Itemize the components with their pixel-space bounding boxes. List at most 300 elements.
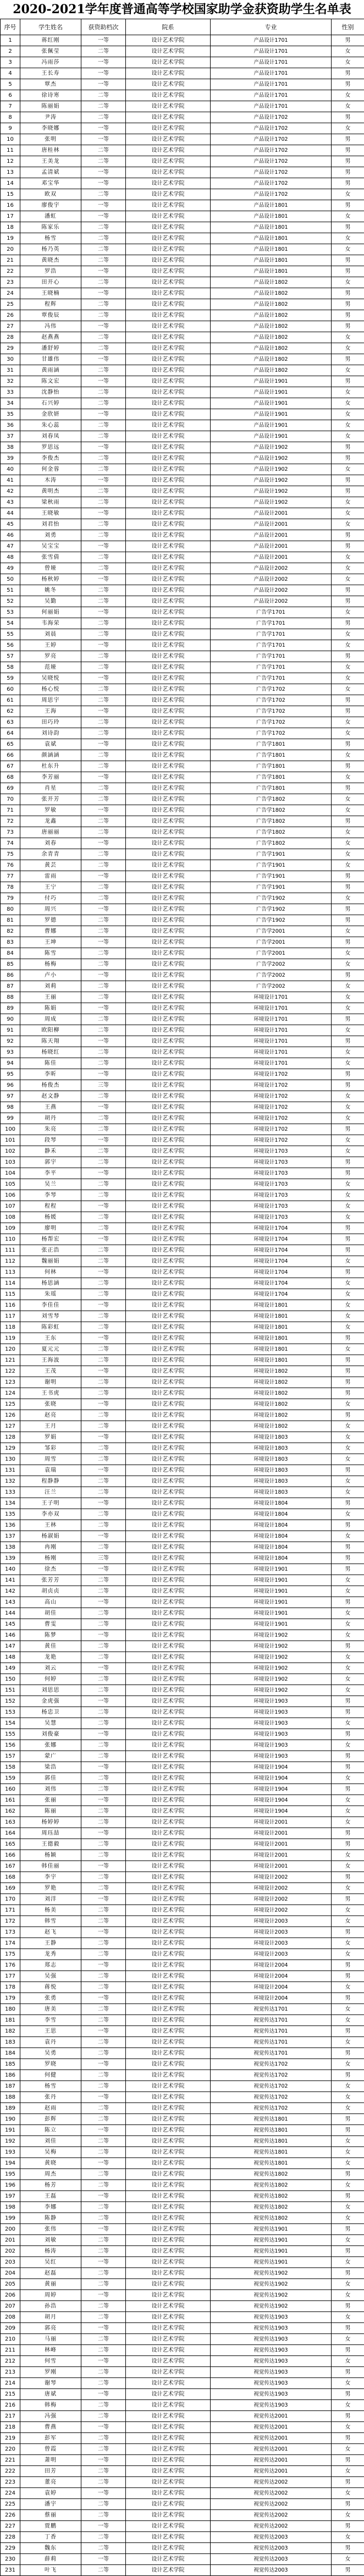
cell-name: 杨帮宏 xyxy=(20,1234,81,1245)
cell-gender: 女 xyxy=(332,2290,364,2301)
cell-gender: 女 xyxy=(332,1905,364,1916)
cell-school: 设计艺术学院 xyxy=(126,1124,211,1135)
cell-grade: 二等 xyxy=(81,2312,126,2323)
cell-name: 朱心蕊 xyxy=(20,420,81,431)
cell-school: 设计艺术学院 xyxy=(126,673,211,684)
cell-major: 广告学1701 xyxy=(211,629,332,640)
cell-school: 设计艺术学院 xyxy=(126,1047,211,1058)
table-row xyxy=(1,1982,364,1993)
cell-gender: 女 xyxy=(332,640,364,651)
cell-gender: 男 xyxy=(332,1168,364,1179)
cell-index: 220 xyxy=(1,2444,20,2455)
cell-name: 李平 xyxy=(20,1168,81,1179)
cell-grade: 一等 xyxy=(81,1630,126,1641)
cell-major: 环境设计1801 xyxy=(211,1311,332,1322)
cell-grade: 二等 xyxy=(81,2565,126,2576)
cell-major: 环境设计2003 xyxy=(211,1949,332,1960)
cell-gender: 女 xyxy=(332,563,364,574)
cell-gender: 女 xyxy=(332,1025,364,1036)
cell-gender: 女 xyxy=(332,552,364,563)
cell-grade: 一等 xyxy=(81,178,126,189)
cell-grade: 二等 xyxy=(81,2213,126,2224)
cell-school: 设计艺术学院 xyxy=(126,1597,211,1608)
cell-major: 产品设计1702 xyxy=(211,156,332,167)
cell-index: 52 xyxy=(1,596,20,607)
cell-gender: 女 xyxy=(332,959,364,970)
cell-school: 设计艺术学院 xyxy=(126,1454,211,1465)
table-row xyxy=(1,816,364,827)
cell-index: 43 xyxy=(1,497,20,508)
cell-major: 产品设计1901 xyxy=(211,409,332,420)
cell-gender: 女 xyxy=(332,1487,364,1498)
cell-major: 环境设计2001 xyxy=(211,1828,332,1839)
cell-grade: 二等 xyxy=(81,849,126,860)
cell-name: 黄丽 xyxy=(20,2279,81,2290)
cell-major: 产品设计1801 xyxy=(211,266,332,277)
cell-major: 视觉传达2003 xyxy=(211,2532,332,2543)
cell-grade: 二等 xyxy=(81,948,126,959)
cell-name: 陈天翔 xyxy=(20,1036,81,1047)
cell-gender: 女 xyxy=(332,2158,364,2169)
cell-gender: 男 xyxy=(332,1234,364,1245)
cell-school: 设计艺术学院 xyxy=(126,1806,211,1817)
table-row xyxy=(1,497,364,508)
cell-major: 产品设计1902 xyxy=(211,442,332,453)
cell-grade: 二等 xyxy=(81,2279,126,2290)
cell-index: 230 xyxy=(1,2554,20,2565)
cell-name: 张娜 xyxy=(20,1740,81,1751)
table-row xyxy=(1,2323,364,2334)
cell-index: 34 xyxy=(1,398,20,409)
cell-index: 186 xyxy=(1,2070,20,2081)
table-row xyxy=(1,739,364,750)
cell-index: 140 xyxy=(1,1564,20,1575)
table-row xyxy=(1,596,364,607)
cell-gender: 男 xyxy=(332,585,364,596)
cell-gender: 男 xyxy=(332,376,364,387)
cell-index: 180 xyxy=(1,2004,20,2015)
cell-gender: 女 xyxy=(332,332,364,343)
cell-gender: 女 xyxy=(332,1883,364,1894)
cell-major: 环境设计1904 xyxy=(211,1806,332,1817)
cell-grade: 二等 xyxy=(81,2103,126,2114)
table-row xyxy=(1,2389,364,2400)
cell-school: 设计艺术学院 xyxy=(126,376,211,387)
cell-gender: 男 xyxy=(332,310,364,321)
cell-school: 设计艺术学院 xyxy=(126,145,211,156)
cell-index: 207 xyxy=(1,2301,20,2312)
cell-name: 曾霞 xyxy=(20,2444,81,2455)
cell-major: 环境设计1704 xyxy=(211,1223,332,1234)
cell-grade: 一等 xyxy=(81,1993,126,2004)
cell-school: 设计艺术学院 xyxy=(126,519,211,530)
cell-school: 设计艺术学院 xyxy=(126,552,211,563)
cell-major: 广告学1902 xyxy=(211,904,332,915)
cell-gender: 男 xyxy=(332,1498,364,1509)
cell-gender: 女 xyxy=(332,2334,364,2345)
cell-index: 86 xyxy=(1,970,20,981)
cell-gender: 男 xyxy=(332,1520,364,1531)
cell-major: 环境设计1902 xyxy=(211,1674,332,1685)
cell-major: 环境设计2001 xyxy=(211,1839,332,1850)
table-row xyxy=(1,299,364,310)
cell-major: 产品设计1901 xyxy=(211,431,332,442)
cell-name: 朱瑶 xyxy=(20,1289,81,1300)
cell-school: 设计艺术学院 xyxy=(126,420,211,431)
cell-index: 212 xyxy=(1,2356,20,2367)
cell-grade: 二等 xyxy=(81,1311,126,1322)
cell-grade: 二等 xyxy=(81,1355,126,1366)
cell-school: 设计艺术学院 xyxy=(126,189,211,200)
cell-name: 张雪倩 xyxy=(20,552,81,563)
cell-gender: 男 xyxy=(332,1707,364,1718)
table-row xyxy=(1,607,364,618)
cell-gender: 男 xyxy=(332,1465,364,1476)
cell-major: 环境设计1804 xyxy=(211,1520,332,1531)
table-row xyxy=(1,827,364,838)
table-row xyxy=(1,1146,364,1157)
cell-grade: 一等 xyxy=(81,1168,126,1179)
cell-gender: 男 xyxy=(332,530,364,541)
cell-gender: 男 xyxy=(332,1751,364,1762)
table-row xyxy=(1,1861,364,1872)
cell-school: 设计艺术学院 xyxy=(126,1564,211,1575)
cell-school: 设计艺术学院 xyxy=(126,1289,211,1300)
cell-gender: 女 xyxy=(332,794,364,805)
cell-gender: 女 xyxy=(332,772,364,783)
cell-gender: 男 xyxy=(332,354,364,365)
cell-grade: 一等 xyxy=(81,838,126,849)
cell-grade: 一等 xyxy=(81,2158,126,2169)
cell-grade: 一等 xyxy=(81,1036,126,1047)
cell-school: 设计艺术学院 xyxy=(126,2444,211,2455)
cell-name: 张勇 xyxy=(20,1993,81,2004)
cell-school: 设计艺术学院 xyxy=(126,992,211,1003)
cell-grade: 二等 xyxy=(81,332,126,343)
cell-name: 徐诗寒 xyxy=(20,90,81,101)
cell-major: 环境设计1904 xyxy=(211,1773,332,1784)
table-row xyxy=(1,1608,364,1619)
cell-index: 48 xyxy=(1,552,20,563)
cell-name: 范娅 xyxy=(20,662,81,673)
cell-index: 170 xyxy=(1,1894,20,1905)
cell-grade: 一等 xyxy=(81,266,126,277)
cell-school: 设计艺术学院 xyxy=(126,1179,211,1190)
cell-name: 潘虹 xyxy=(20,211,81,222)
cell-school: 设计艺术学院 xyxy=(126,662,211,673)
cell-school: 设计艺术学院 xyxy=(126,365,211,376)
cell-major: 环境设计1904 xyxy=(211,1762,332,1773)
cell-name: 田芳 xyxy=(20,2466,81,2477)
cell-index: 40 xyxy=(1,464,20,475)
cell-grade: 一等 xyxy=(81,211,126,222)
cell-grade: 二等 xyxy=(81,2202,126,2213)
table-row xyxy=(1,772,364,783)
cell-name: 夏元元 xyxy=(20,1344,81,1355)
cell-gender: 女 xyxy=(332,1289,364,1300)
cell-school: 设计艺术学院 xyxy=(126,1223,211,1234)
cell-gender: 女 xyxy=(332,1322,364,1333)
cell-grade: 二等 xyxy=(81,1707,126,1718)
cell-grade: 一等 xyxy=(81,79,126,90)
cell-school: 设计艺术学院 xyxy=(126,1256,211,1267)
cell-major: 产品设计2002 xyxy=(211,596,332,607)
cell-major: 环境设计1903 xyxy=(211,1707,332,1718)
cell-major: 环境设计1801 xyxy=(211,1300,332,1311)
cell-school: 设计艺术学院 xyxy=(126,2312,211,2323)
cell-index: 214 xyxy=(1,2378,20,2389)
cell-school: 设计艺术学院 xyxy=(126,2356,211,2367)
table-row xyxy=(1,970,364,981)
cell-gender: 女 xyxy=(332,1630,364,1641)
cell-name: 刘俊豪 xyxy=(20,1729,81,1740)
table-row xyxy=(1,1212,364,1223)
cell-index: 167 xyxy=(1,1861,20,1872)
cell-school: 设计艺术学院 xyxy=(126,1146,211,1157)
cell-gender: 女 xyxy=(332,838,364,849)
cell-index: 59 xyxy=(1,673,20,684)
cell-grade: 二等 xyxy=(81,1971,126,1982)
cell-grade: 二等 xyxy=(81,2466,126,2477)
cell-name: 陈雪 xyxy=(20,948,81,959)
cell-school: 设计艺术学院 xyxy=(126,2389,211,2400)
cell-grade: 二等 xyxy=(81,1641,126,1652)
cell-grade: 一等 xyxy=(81,1069,126,1080)
cell-school: 设计艺术学院 xyxy=(126,926,211,937)
cell-index: 18 xyxy=(1,222,20,233)
cell-grade: 二等 xyxy=(81,1113,126,1124)
cell-gender: 女 xyxy=(332,1190,364,1201)
cell-school: 设计艺术学院 xyxy=(126,1938,211,1949)
cell-index: 27 xyxy=(1,321,20,332)
cell-grade: 二等 xyxy=(81,1883,126,1894)
cell-gender: 男 xyxy=(332,442,364,453)
table-row xyxy=(1,112,364,123)
cell-school: 设计艺术学院 xyxy=(126,1960,211,1971)
cell-grade: 一等 xyxy=(81,409,126,420)
table-row xyxy=(1,2433,364,2444)
cell-school: 设计艺术学院 xyxy=(126,112,211,123)
table-row xyxy=(1,2510,364,2521)
table-row xyxy=(1,1960,364,1971)
table-row xyxy=(1,519,364,530)
cell-grade: 一等 xyxy=(81,673,126,684)
cell-index: 85 xyxy=(1,959,20,970)
cell-index: 22 xyxy=(1,266,20,277)
cell-grade: 二等 xyxy=(81,596,126,607)
cell-name: 王婷 xyxy=(20,640,81,651)
cell-name: 王丽 xyxy=(20,992,81,1003)
cell-grade: 一等 xyxy=(81,640,126,651)
cell-school: 设计艺术学院 xyxy=(126,871,211,882)
table-row xyxy=(1,629,364,640)
cell-major: 环境设计2004 xyxy=(211,1993,332,2004)
cell-gender: 男 xyxy=(332,2543,364,2554)
table-row xyxy=(1,1663,364,1674)
cell-gender: 女 xyxy=(332,1003,364,1014)
cell-major: 环境设计1702 xyxy=(211,1091,332,1102)
cell-gender: 女 xyxy=(332,189,364,200)
cell-name: 罗浩 xyxy=(20,266,81,277)
table-row xyxy=(1,805,364,816)
table-row xyxy=(1,1102,364,1113)
table-row xyxy=(1,1564,364,1575)
cell-index: 36 xyxy=(1,420,20,431)
cell-index: 67 xyxy=(1,761,20,772)
cell-major: 环境设计1802 xyxy=(211,1410,332,1421)
cell-grade: 二等 xyxy=(81,112,126,123)
cell-school: 设计艺术学院 xyxy=(126,398,211,409)
cell-school: 设计艺术学院 xyxy=(126,1410,211,1421)
cell-school: 设计艺术学院 xyxy=(126,959,211,970)
cell-grade: 二等 xyxy=(81,882,126,893)
cell-school: 设计艺术学院 xyxy=(126,596,211,607)
cell-name: 蒋红刚 xyxy=(20,35,81,46)
table-row xyxy=(1,1773,364,1784)
cell-school: 设计艺术学院 xyxy=(126,2499,211,2510)
table-row xyxy=(1,354,364,365)
cell-school: 设计艺术学院 xyxy=(126,805,211,816)
table-row xyxy=(1,101,364,112)
cell-name: 罗德 xyxy=(20,915,81,926)
cell-index: 126 xyxy=(1,1410,20,1421)
cell-gender: 女 xyxy=(332,431,364,442)
cell-gender: 男 xyxy=(332,2268,364,2279)
cell-school: 设计艺术学院 xyxy=(126,167,211,178)
cell-gender: 女 xyxy=(332,1608,364,1619)
cell-index: 192 xyxy=(1,2136,20,2147)
cell-name: 廖俊宇 xyxy=(20,200,81,211)
cell-grade: 二等 xyxy=(81,1278,126,1289)
cell-index: 84 xyxy=(1,948,20,959)
cell-index: 158 xyxy=(1,1762,20,1773)
cell-major: 环境设计1903 xyxy=(211,1740,332,1751)
cell-major: 环境设计1901 xyxy=(211,1608,332,1619)
cell-school: 设计艺术学院 xyxy=(126,431,211,442)
cell-name: 刘君怡 xyxy=(20,519,81,530)
table-row xyxy=(1,2213,364,2224)
cell-name: 周婷 xyxy=(20,2290,81,2301)
cell-gender: 男 xyxy=(332,1762,364,1773)
cell-name: 袁丹 xyxy=(20,2037,81,2048)
cell-index: 13 xyxy=(1,167,20,178)
cell-grade: 二等 xyxy=(81,2081,126,2092)
cell-index: 139 xyxy=(1,1553,20,1564)
cell-name: 杨忠卫 xyxy=(20,1707,81,1718)
cell-grade: 一等 xyxy=(81,288,126,299)
cell-name: 陈家乐 xyxy=(20,222,81,233)
cell-gender: 女 xyxy=(332,2422,364,2433)
cell-name: 杨刚 xyxy=(20,1553,81,1564)
cell-name: 潘宇 xyxy=(20,2499,81,2510)
cell-major: 视觉传达1903 xyxy=(211,2345,332,2356)
cell-name: 刘雪琴 xyxy=(20,1311,81,1322)
cell-name: 魏丽娟 xyxy=(20,1256,81,1267)
cell-grade: 一等 xyxy=(81,1729,126,1740)
cell-major: 环境设计1701 xyxy=(211,992,332,1003)
table-row xyxy=(1,1487,364,1498)
cell-gender: 女 xyxy=(332,860,364,871)
cell-gender: 男 xyxy=(332,706,364,717)
table-row xyxy=(1,1234,364,1245)
table-row xyxy=(1,1949,364,1960)
cell-gender: 女 xyxy=(332,2136,364,2147)
cell-school: 设计艺术学院 xyxy=(126,1520,211,1531)
cell-name: 王长寿 xyxy=(20,68,81,79)
table-row xyxy=(1,2444,364,2455)
cell-school: 设计艺术学院 xyxy=(126,882,211,893)
cell-grade: 二等 xyxy=(81,1388,126,1399)
cell-name: 杨乃英 xyxy=(20,244,81,255)
cell-school: 设计艺术学院 xyxy=(126,1619,211,1630)
cell-grade: 一等 xyxy=(81,541,126,552)
cell-school: 设计艺术学院 xyxy=(126,2268,211,2279)
table-row xyxy=(1,706,364,717)
cell-name: 冯伟 xyxy=(20,321,81,332)
cell-index: 80 xyxy=(1,904,20,915)
cell-school: 设计艺术学院 xyxy=(126,2532,211,2543)
cell-school: 设计艺术学院 xyxy=(126,68,211,79)
cell-gender: 女 xyxy=(332,1311,364,1322)
cell-school: 设计艺术学院 xyxy=(126,2455,211,2466)
cell-grade: 一等 xyxy=(81,2059,126,2070)
cell-gender: 女 xyxy=(332,2466,364,2477)
cell-index: 166 xyxy=(1,1850,20,1861)
cell-name: 张正浩 xyxy=(20,1245,81,1256)
cell-major: 环境设计1703 xyxy=(211,1157,332,1168)
cell-gender: 女 xyxy=(332,101,364,112)
table-row xyxy=(1,662,364,673)
cell-school: 设计艺术学院 xyxy=(126,1267,211,1278)
cell-major: 环境设计1703 xyxy=(211,1179,332,1190)
cell-major: 产品设计2001 xyxy=(211,508,332,519)
cell-gender: 女 xyxy=(332,519,364,530)
cell-grade: 一等 xyxy=(81,1267,126,1278)
cell-index: 2 xyxy=(1,46,20,57)
cell-major: 视觉传达1702 xyxy=(211,2059,332,2070)
table-row xyxy=(1,1179,364,1190)
cell-gender: 女 xyxy=(332,1685,364,1696)
cell-grade: 一等 xyxy=(81,772,126,783)
cell-major: 产品设计2001 xyxy=(211,552,332,563)
cell-grade: 二等 xyxy=(81,1124,126,1135)
cell-index: 134 xyxy=(1,1498,20,1509)
cell-name: 刘春凤 xyxy=(20,431,81,442)
cell-index: 54 xyxy=(1,618,20,629)
cell-name: 潘舒婷 xyxy=(20,343,81,354)
cell-major: 产品设计1801 xyxy=(211,211,332,222)
cell-index: 23 xyxy=(1,277,20,288)
cell-major: 视觉传达1802 xyxy=(211,2202,332,2213)
cell-major: 广告学2001 xyxy=(211,948,332,959)
cell-gender: 女 xyxy=(332,1916,364,1927)
cell-index: 161 xyxy=(1,1795,20,1806)
cell-grade: 二等 xyxy=(81,2367,126,2378)
cell-name: 王晓敏 xyxy=(20,508,81,519)
cell-school: 设计艺术学院 xyxy=(126,2125,211,2136)
cell-school: 设计艺术学院 xyxy=(126,2477,211,2488)
table-row xyxy=(1,2180,364,2191)
cell-gender: 男 xyxy=(332,1971,364,1982)
cell-grade: 二等 xyxy=(81,1190,126,1201)
cell-school: 设计艺术学院 xyxy=(126,1762,211,1773)
cell-major: 产品设计1902 xyxy=(211,497,332,508)
cell-grade: 二等 xyxy=(81,145,126,156)
cell-index: 147 xyxy=(1,1641,20,1652)
cell-school: 设计艺术学院 xyxy=(126,2081,211,2092)
cell-gender: 男 xyxy=(332,1223,364,1234)
table-row xyxy=(1,1696,364,1707)
